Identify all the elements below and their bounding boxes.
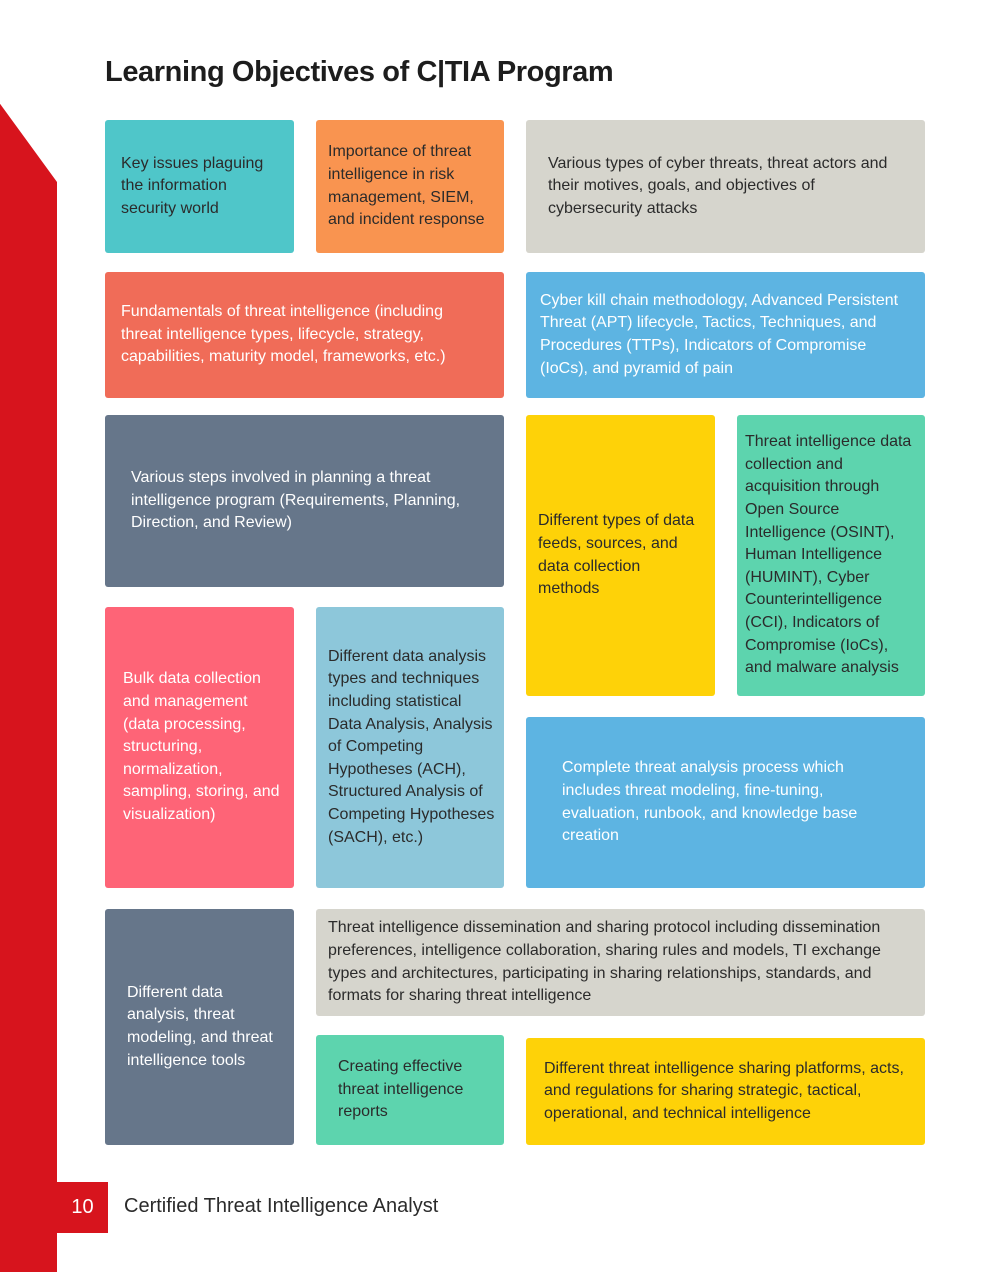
objective-card [105, 415, 504, 587]
objective-card [316, 1035, 504, 1145]
objective-text: Fundamentals of threat intelligence (including threat intelligence types, lifecycle, strategy, capabilities, maturity model, frameworks, etc.) [121, 303, 446, 366]
objective-text: Key issues plaguing the information security world [121, 154, 264, 217]
objective-text: Various steps involved in planning a threat intelligence program (Requirements, Planning, Direction, and Review) [131, 469, 461, 532]
objective-text: Importance of threat intelligence in risk management, SIEM, and incident response [328, 143, 485, 229]
objective-text: Threat intelligence dissemination and sharing protocol including dissemination preferences, intelligence collaboration, sharing rules and models, TI exchange types and architectures, participating in sharing relationships, standards, and formats for sharing threat intelligence [328, 919, 881, 1005]
objective-text: Different types of data feeds, sources, and data collection methods [538, 512, 695, 598]
objective-card [737, 415, 925, 696]
objective-card [526, 120, 925, 253]
objective-card [316, 120, 504, 253]
side-accent-bar [0, 0, 57, 1272]
objective-card [105, 120, 294, 253]
objective-card [316, 607, 504, 888]
objective-text: Different data analysis, threat modeling, and threat intelligence tools [127, 983, 273, 1069]
objective-text: Bulk data collection and management (data processing, structuring, normalization, sampling, storing, and visualization) [123, 670, 280, 823]
page-number: 10 [57, 1182, 108, 1233]
objective-text: Various types of cyber threats, threat actors and their motives, goals, and objectives of cybersecurity attacks [548, 154, 888, 217]
objective-text: Threat intelligence data collection and acquisition through Open Source Intelligence (OSINT), Human Intelligence (HUMINT), Cyber Counterintelligence (CCI), Indicators of Compromise (IoCs), and malware analysis [745, 433, 912, 677]
page-title: Learning Objectives of C|TIA Program [105, 56, 614, 88]
objective-card [105, 272, 504, 398]
objective-card [526, 272, 925, 398]
objective-card [526, 415, 715, 696]
objective-text: Different data analysis types and techniques including statistical Data Analysis, Analysis of Competing Hypotheses (ACH), Structured Analysis of Competing Hypotheses (SACH), etc.) [328, 647, 495, 846]
objective-card [105, 607, 294, 888]
objective-text: Cyber kill chain methodology, Advanced Persistent Threat (APT) lifecycle, Tactics, Techniques, and Procedures (TTPs), Indicators of Compromise (IoCs), and pyramid of pain [540, 291, 899, 377]
objective-card [526, 717, 925, 888]
objective-card [105, 909, 294, 1145]
objective-text: Complete threat analysis process which includes threat modeling, fine-tuning, evaluation, runbook, and knowledge base creation [562, 759, 858, 845]
objective-card [526, 1038, 925, 1145]
objective-card [316, 909, 925, 1016]
objective-text: Creating effective threat intelligence reports [338, 1058, 464, 1121]
objective-text: Different threat intelligence sharing platforms, acts, and regulations for sharing strategic, tactical, operational, and technical intelligence [544, 1059, 904, 1122]
footer-title: Certified Threat Intelligence Analyst [124, 1195, 439, 1217]
